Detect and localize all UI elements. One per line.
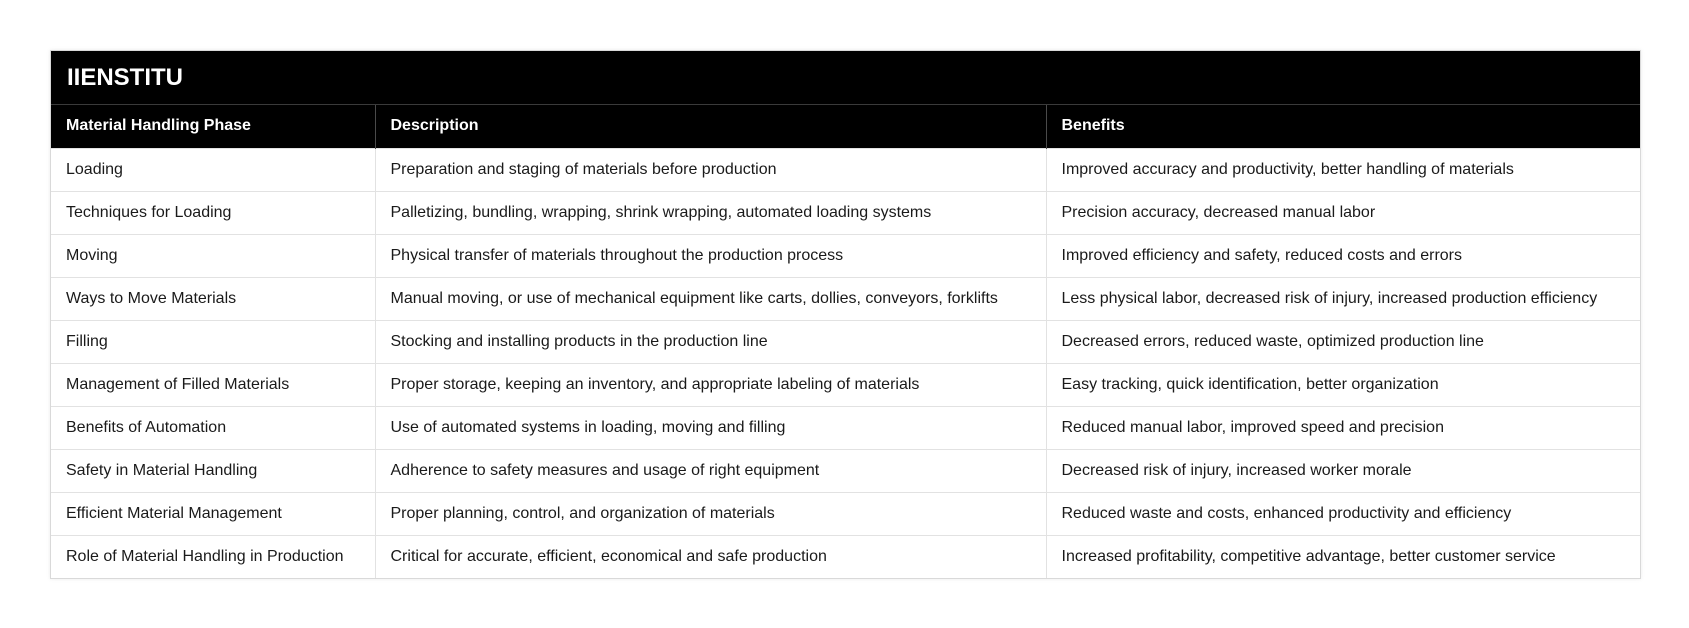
cell-phase: Filling (51, 320, 375, 363)
data-table (51, 105, 1640, 578)
cell-description: Stocking and installing products in the production line (375, 320, 1046, 363)
cell-phase: Ways to Move Materials (51, 277, 375, 320)
table-row (51, 535, 1640, 578)
header-row (51, 105, 1640, 148)
cell-description: Preparation and staging of materials before production (375, 148, 1046, 191)
cell-description: Critical for accurate, efficient, economical and safe production (375, 535, 1046, 578)
column-header-description: Description (375, 105, 1046, 148)
table-row (51, 449, 1640, 492)
cell-phase: Benefits of Automation (51, 406, 375, 449)
cell-description: Physical transfer of materials throughout the production process (375, 234, 1046, 277)
cell-phase: Role of Material Handling in Production (51, 535, 375, 578)
table-body (51, 148, 1640, 578)
table-row (51, 406, 1640, 449)
cell-phase: Loading (51, 148, 375, 191)
cell-benefits: Improved efficiency and safety, reduced costs and errors (1046, 234, 1640, 277)
cell-benefits: Reduced manual labor, improved speed and precision (1046, 406, 1640, 449)
cell-description: Manual moving, or use of mechanical equipment like carts, dollies, conveyors, forklifts (375, 277, 1046, 320)
cell-description: Palletizing, bundling, wrapping, shrink wrapping, automated loading systems (375, 191, 1046, 234)
cell-benefits: Easy tracking, quick identification, better organization (1046, 363, 1640, 406)
cell-phase: Safety in Material Handling (51, 449, 375, 492)
data-table-container (50, 50, 1641, 579)
cell-phase: Management of Filled Materials (51, 363, 375, 406)
cell-benefits: Decreased risk of injury, increased worker morale (1046, 449, 1640, 492)
table-row (51, 277, 1640, 320)
cell-description: Adherence to safety measures and usage of right equipment (375, 449, 1046, 492)
cell-phase: Efficient Material Management (51, 492, 375, 535)
cell-benefits: Precision accuracy, decreased manual labor (1046, 191, 1640, 234)
table-row (51, 363, 1640, 406)
table-row (51, 492, 1640, 535)
table-row (51, 148, 1640, 191)
cell-benefits: Improved accuracy and productivity, better handling of materials (1046, 148, 1640, 191)
cell-benefits: Less physical labor, decreased risk of injury, increased production efficiency (1046, 277, 1640, 320)
table-row (51, 191, 1640, 234)
cell-description: Proper storage, keeping an inventory, and appropriate labeling of materials (375, 363, 1046, 406)
table-row (51, 320, 1640, 363)
cell-phase: Techniques for Loading (51, 191, 375, 234)
column-header-benefits: Benefits (1046, 105, 1640, 148)
cell-phase: Moving (51, 234, 375, 277)
cell-description: Proper planning, control, and organization of materials (375, 492, 1046, 535)
cell-benefits: Increased profitability, competitive advantage, better customer service (1046, 535, 1640, 578)
cell-description: Use of automated systems in loading, moving and filling (375, 406, 1046, 449)
table-row (51, 234, 1640, 277)
table-brand-title: IIENSTITU (51, 51, 1640, 105)
cell-benefits: Reduced waste and costs, enhanced productivity and efficiency (1046, 492, 1640, 535)
cell-benefits: Decreased errors, reduced waste, optimized production line (1046, 320, 1640, 363)
column-header-phase: Material Handling Phase (51, 105, 375, 148)
table-header (51, 105, 1640, 148)
